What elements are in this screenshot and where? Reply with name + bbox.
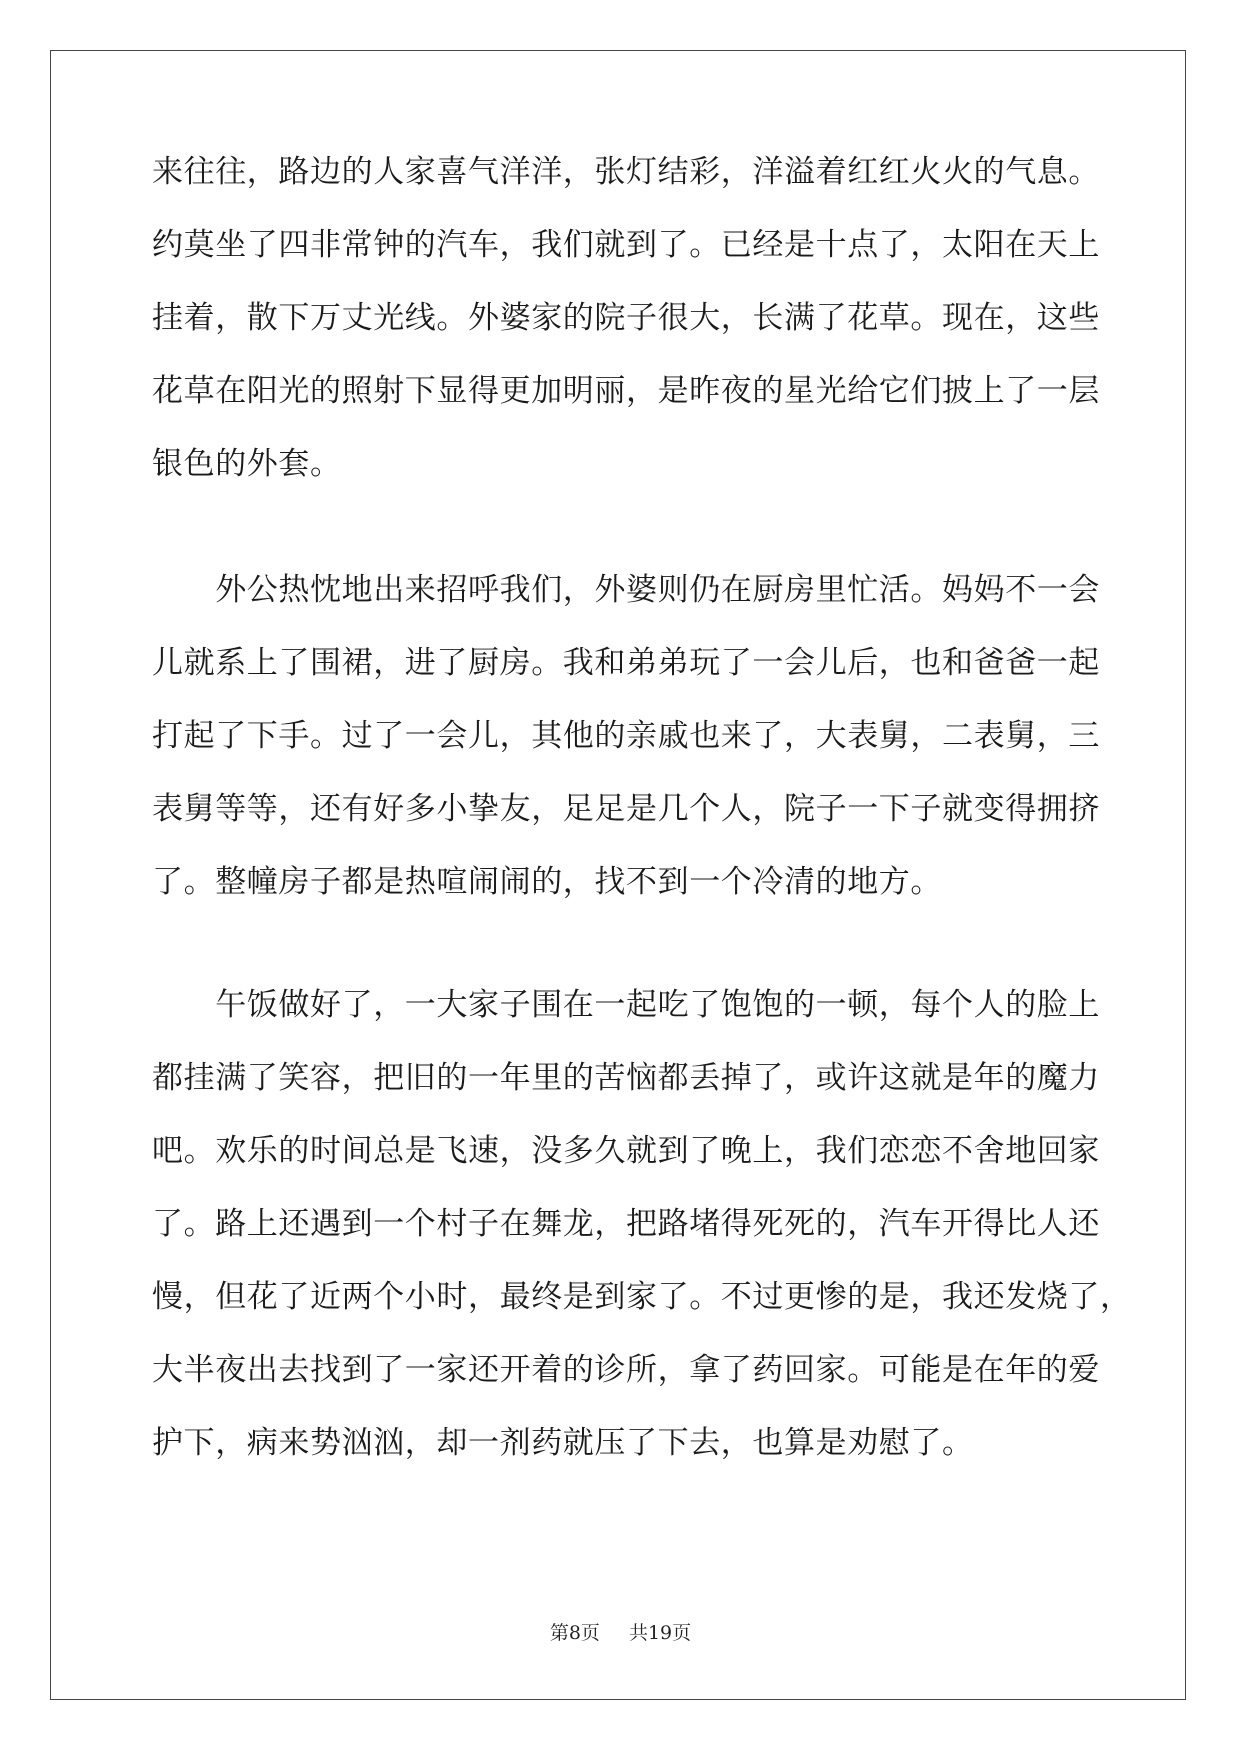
text-line: 护下，病来势汹汹，却一剂药就压了下去，也算是劝慰了。 bbox=[152, 1425, 974, 1461]
page-footer bbox=[0, 1618, 1241, 1645]
text-line: 约莫坐了四非常钟的汽车，我们就到了。已经是十点了，太阳在天上 bbox=[152, 227, 1100, 263]
text-line: 了。整幢房子都是热喧闹闹的，找不到一个冷清的地方。 bbox=[152, 864, 942, 900]
page-total: 共19页 bbox=[628, 1622, 692, 1644]
text-line: 午饭做好了，一大家子围在一起吃了饱饱的一顿，每个人的脸上 bbox=[152, 987, 1100, 1023]
text-line: 表舅等等，还有好多小挚友，足足是几个人，院子一下子就变得拥挤 bbox=[152, 791, 1100, 827]
text-line: 外公热忱地出来招呼我们，外婆则仍在厨房里忙活。妈妈不一会 bbox=[152, 572, 1100, 608]
text-line: 打起了下手。过了一会儿，其他的亲戚也来了，大表舅，二表舅，三 bbox=[152, 718, 1100, 754]
text-line: 儿就系上了围裙，进了厨房。我和弟弟玩了一会儿后，也和爸爸一起 bbox=[152, 645, 1100, 681]
text-line: 都挂满了笑容，把旧的一年里的苦恼都丢掉了，或许这就是年的魔力 bbox=[152, 1060, 1100, 1096]
text-line: 大半夜出去找到了一家还开着的诊所，拿了药回家。可能是在年的爱 bbox=[152, 1352, 1100, 1388]
text-line: 慢，但花了近两个小时，最终是到家了。不过更惨的是，我还发烧了， bbox=[152, 1279, 1132, 1315]
text-line: 银色的外套。 bbox=[152, 446, 342, 482]
text-line: 挂着，散下万丈光线。外婆家的院子很大，长满了花草。现在，这些 bbox=[152, 300, 1100, 336]
text-line: 花草在阳光的照射下显得更加明丽，是昨夜的星光给它们披上了一层 bbox=[152, 373, 1100, 409]
page-number: 第8页 bbox=[549, 1622, 600, 1644]
text-line: 了。路上还遇到一个村子在舞龙，把路堵得死死的，汽车开得比人还 bbox=[152, 1206, 1100, 1242]
text-line: 吧。欢乐的时间总是飞速，没多久就到了晚上，我们恋恋不舍地回家 bbox=[152, 1133, 1100, 1169]
text-line: 来往往，路边的人家喜气洋洋，张灯结彩，洋溢着红红火火的气息。 bbox=[152, 154, 1100, 190]
